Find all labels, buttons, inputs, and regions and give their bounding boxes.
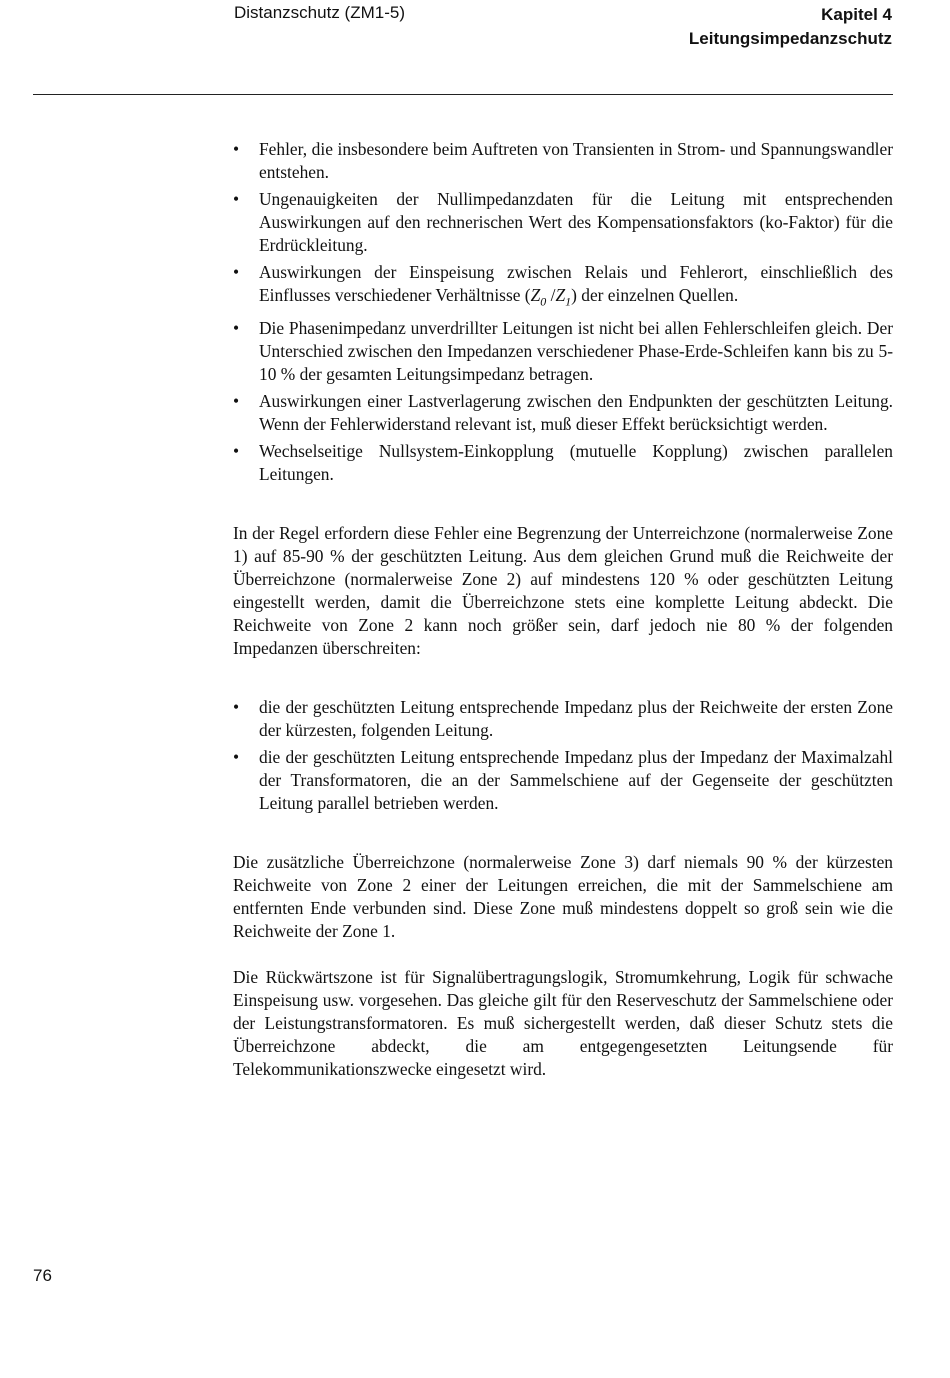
list-item-text: Wechselseitige Nullsystem-Einkopplung (mutuelle Kopplung) zwischen parallelen Leitungen. [259,441,893,485]
list-item [233,746,893,815]
paragraph-reverse-zone: Die Rückwärtszone ist für Signalübertragungslogik, Stromumkehrung, Logik für schwache Einspeisung usw. vorgesehen. Das gleiche gilt für den Reserveschutz der Sammelschiene oder der Leistungstransformatoren. Es muß sichergestellt werden, daß dieser Schutz stets die Überreichzone abdeckt, die am entgegengesetzten Leitungsende für Telekommunikationszwecke eingesetzt wird. [233,967,893,1080]
list-item [233,188,893,257]
header-rule [33,94,893,95]
header-chapter [689,3,892,51]
list-item [233,390,893,436]
list-item-text: Auswirkungen einer Lastverlagerung zwischen den Endpunkten der geschützten Leitung. Wenn der Fehlerwiderstand relevant ist, muß dieser Effekt berücksichtigt werden. [259,391,893,435]
page-number: 76 [33,1266,52,1285]
list-item-text: Die Phasenimpedanz unverdrillter Leitungen ist nicht bei allen Fehlerschleifen gleich. Der Unterschied zwischen den Impedanzen verschiedener Phase-Erde-Schleifen kann bis zu 5-10 % der gesamten Leitungsimpedanz betragen. [259,318,893,385]
list-item-text: die der geschützten Leitung entsprechende Impedanz plus der Reichweite der ersten Zone der kürzesten, folgenden Leitung. [259,697,893,741]
bullet-icon: • [233,189,240,209]
bullet-icon: • [233,139,240,159]
bullet-icon: • [233,441,240,462]
list-item-text: Fehler, die insbesondere beim Auftreten von Transienten in Strom- und Spannungswandler entstehen. [259,139,893,182]
list-item [233,138,893,184]
impedance-list [233,696,893,815]
bullet-icon: • [233,697,240,718]
bullet-icon: • [233,391,240,412]
page-body [233,138,893,1081]
list-item [233,696,893,742]
bullet-icon: • [233,318,240,339]
paragraph-zone3: Die zusätzliche Überreichzone (normalerweise Zone 3) darf niemals 90 % der kürzesten Reichweite von Zone 2 einer der Leitungen erreichen, die mit der Sammelschiene am entfernten Ende verbunden sind. Diese Zone muß mindestens doppelt so groß sein wie die Reichweite der Zone 1. [233,852,893,942]
list-item [233,440,893,486]
bullet-icon: • [233,747,240,768]
list-item-text: die der geschützten Leitung entsprechende Impedanz plus der Impedanz der Maximalzahl der Transformatoren, die an der Sammelschiene auf der Gegenseite der geschützten Leitung parallel betrieben werden. [259,747,893,814]
chapter-title: Leitungsimpedanzschutz [688,29,892,48]
chapter-number: Kapitel 4 [821,5,892,24]
list-item-text: Ungenauigkeiten der Nullimpedanzdaten für die Leitung mit entsprechenden Auswirkungen auf den rechnerischen Wert des Kompensationsfaktors (ko-Faktor) für die Erdrückleitung. [259,189,893,255]
bullet-icon: • [233,262,240,282]
list-item [233,317,893,386]
list-item-text: Auswirkungen der Einspeisung zwischen Relais und Fehlerort, einschließlich des Einflusses verschiedener Verhältnisse ($Z_0$ $/Z_1$) der einzelnen Quellen. [259,262,893,309]
error-sources-list [233,138,893,486]
list-item [233,261,893,313]
header-document-title: Distanzschutz (ZM1-5) [234,3,405,22]
paragraph-zone-limits: In der Regel erfordern diese Fehler eine Begrenzung der Unterreichzone (normalerweise Zone 1) auf 85-90 % der geschützten Leitung. Aus dem gleichen Grund muß die Reichweite der Überreichzone (normalerweise Zone 2) auf mindestens 120 % oder geschützten Leitung eingestellt werden, damit die Überreichzone stets eine komplette Leitung abdeckt. Die Reichweite von Zone 2 kann noch größer sein, darf jedoch nie 80 % der folgenden Impedanzen überschreiten: [233,523,893,659]
